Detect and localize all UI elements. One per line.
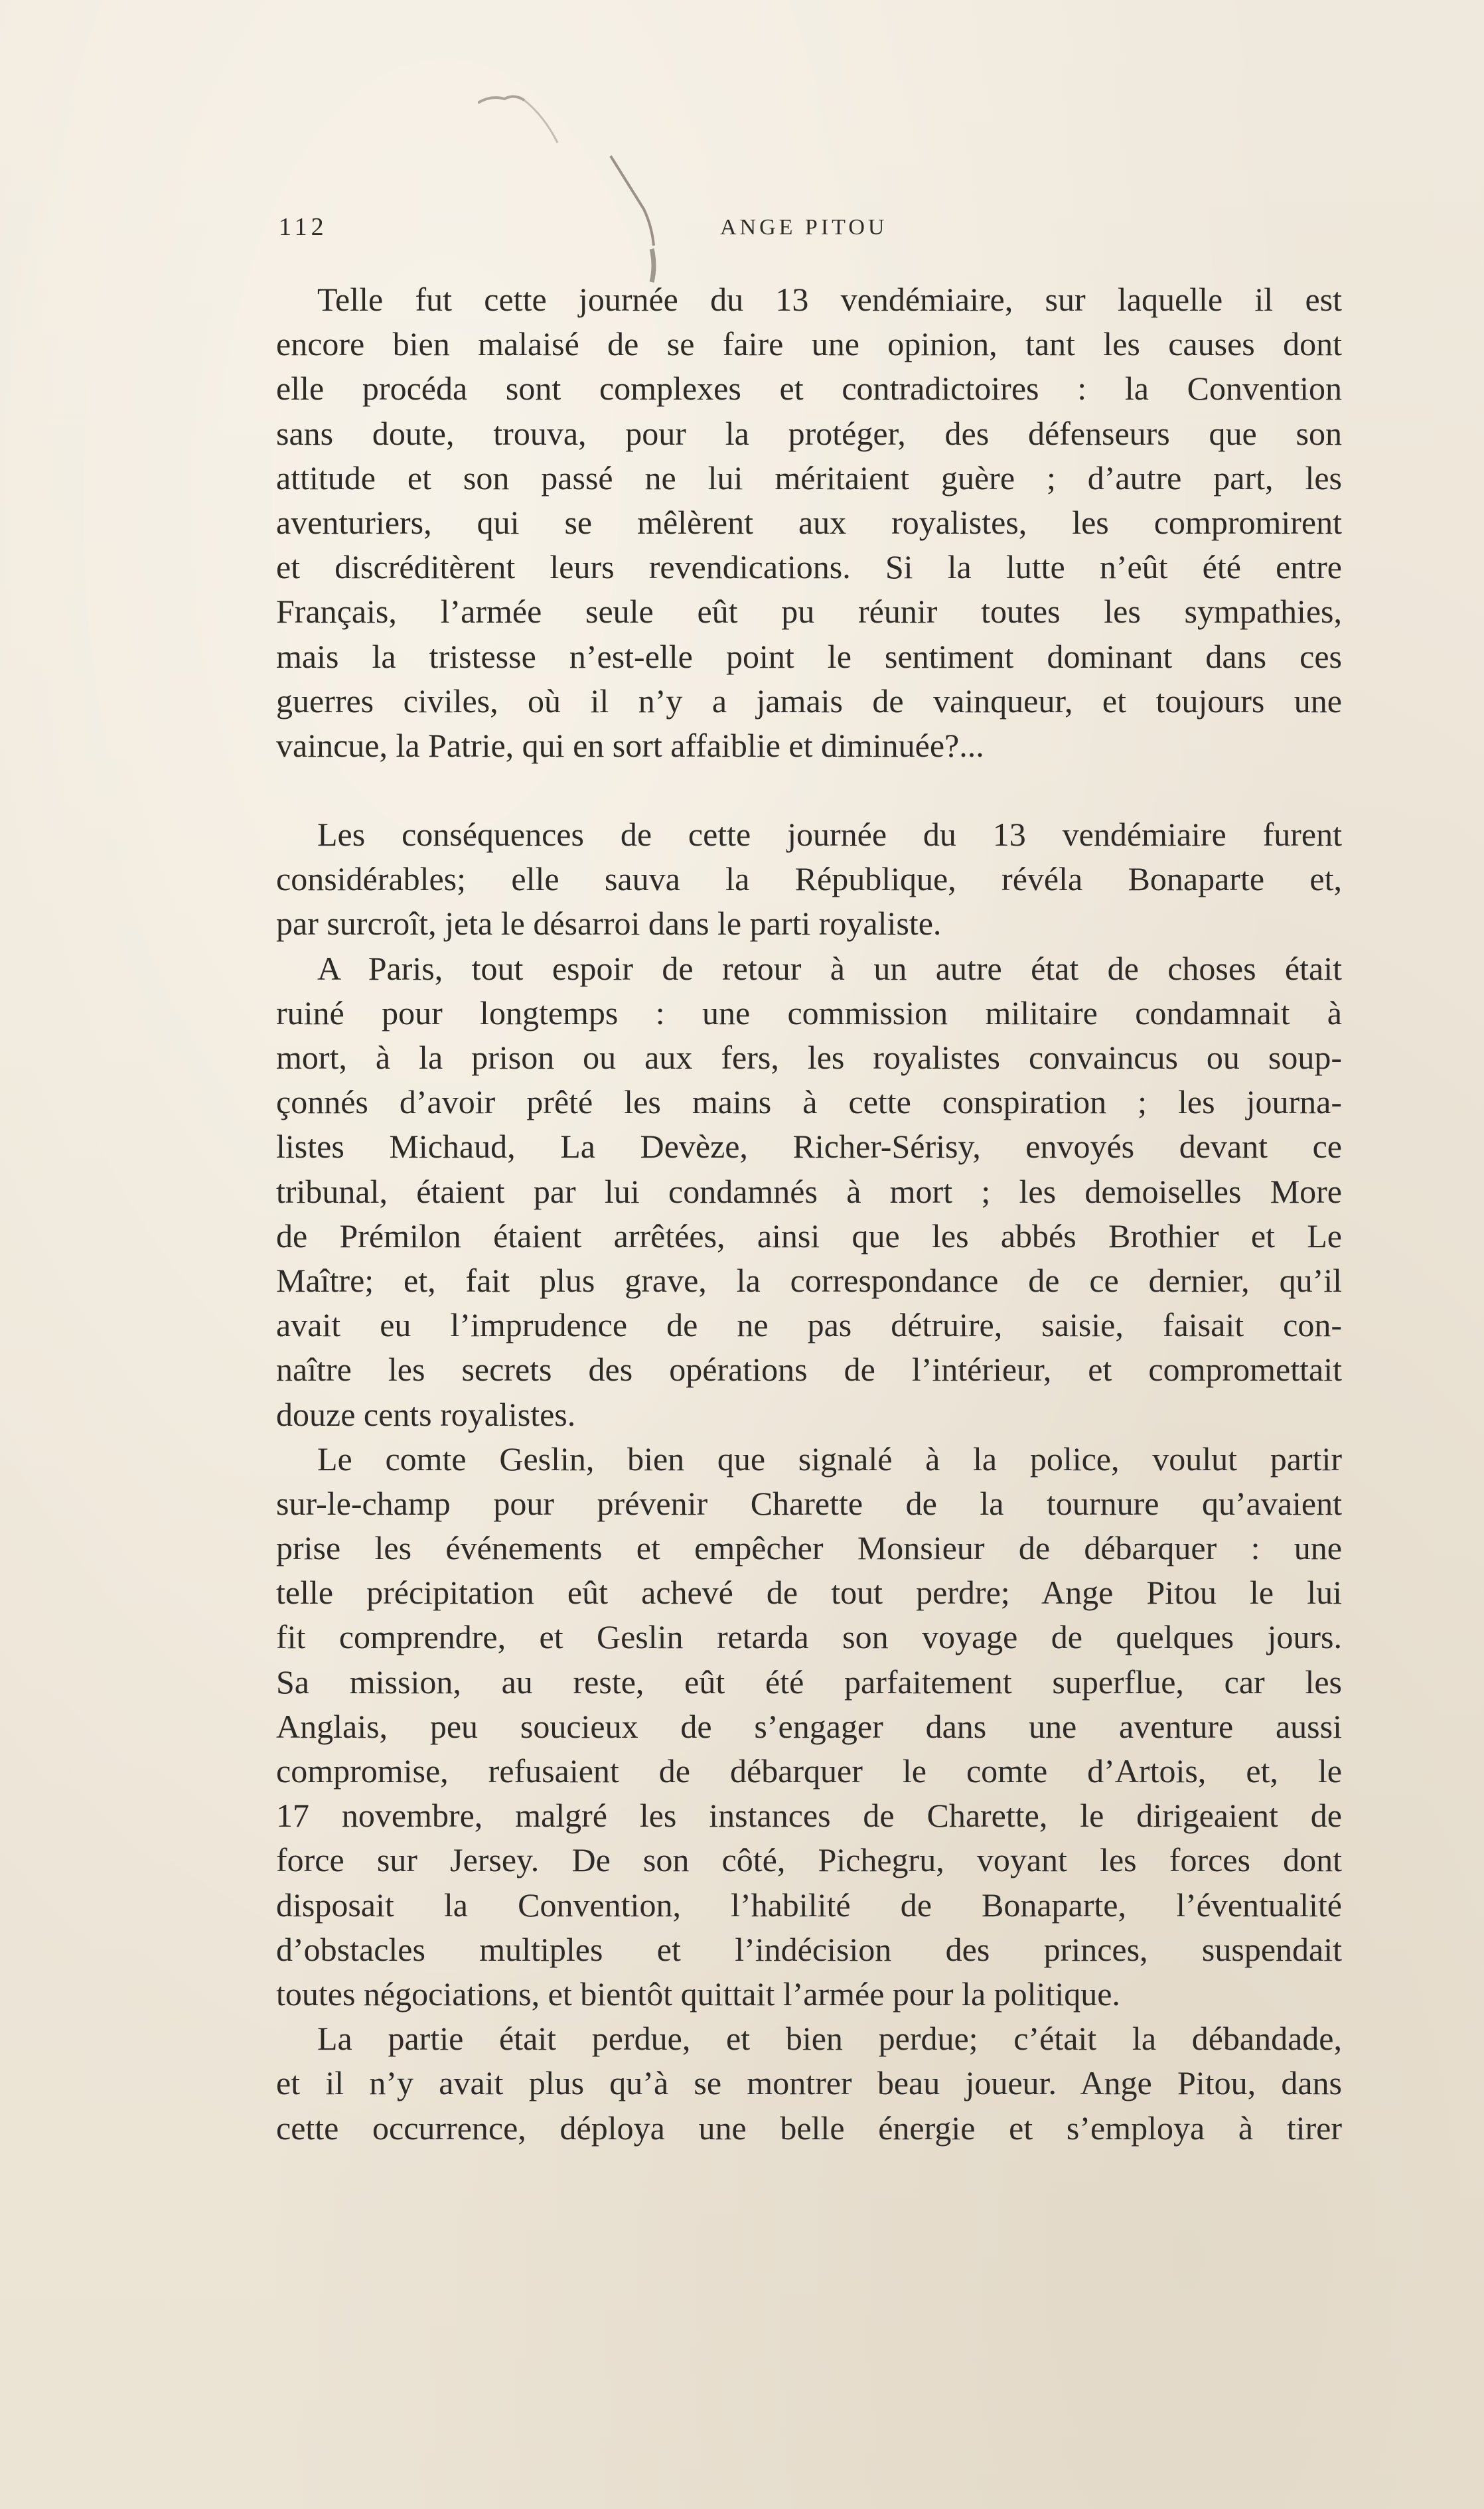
text-line: Telle fut cette journée du 13 vendémiaire, sur laquelle il est — [317, 281, 1342, 318]
text-line: A Paris, tout espoir de retour à un autre état de choses était — [317, 949, 1342, 987]
text-line: considérables; elle sauva la République, révéla Bonaparte et, — [276, 860, 1342, 898]
text-line: naître les secrets des opérations de l’intérieur, et compromettait — [276, 1351, 1342, 1389]
text-line: disposait la Convention, l’habilité de Bonaparte, l’éventualité — [276, 1886, 1342, 1924]
text-line: ruiné pour longtemps : une commission militaire condamnait à — [276, 994, 1342, 1031]
page-number: 112 — [279, 213, 328, 241]
text-line: guerres civiles, où il n’y a jamais de vainqueur, et toujours une — [276, 682, 1342, 720]
text-line: Anglais, peu soucieux de s’engager dans une aventure aussi — [276, 1707, 1342, 1745]
paragraph — [276, 277, 1342, 768]
text-line: Français, l’armée seule eût pu réunir toutes les sympathies, — [276, 593, 1342, 631]
text-line: encore bien malaisé de se faire une opinion, tant les causes dont — [276, 325, 1342, 363]
text-line: Le comte Geslin, bien que signalé à la police, voulut partir — [317, 1440, 1342, 1478]
text-line: compromise, refusaient de débarquer le comte d’Artois, et, le — [276, 1752, 1342, 1789]
text-line: par surcroît, jeta le désarroi dans le parti royaliste. — [276, 905, 942, 943]
text-line: Les conséquences de cette journée du 13 vendémiaire furent — [317, 816, 1342, 854]
text-line: La partie était perdue, et bien perdue; c’était la débandade, — [317, 2020, 1342, 2058]
text-line: Sa mission, au reste, eût été parfaitement superflue, car les — [276, 1663, 1342, 1701]
text-line: sans doute, trouva, pour la protéger, des défenseurs que son — [276, 414, 1342, 452]
paragraph — [276, 812, 1342, 947]
body-text — [276, 277, 1342, 2151]
text-line: sur-le-champ pour prévenir Charette de la tournure qu’avaient — [276, 1484, 1342, 1522]
text-line: mais la tristesse n’est-elle point le sentiment dominant dans ces — [276, 637, 1342, 675]
text-line: 17 novembre, malgré les instances de Charette, le dirigeaient de — [276, 1797, 1342, 1835]
text-line: cette occurrence, déploya une belle énergie et s’employa à tirer — [276, 2109, 1342, 2147]
text-line: toutes négociations, et bientôt quittait l’armée pour la politique. — [276, 1975, 1120, 2013]
text-line: avait eu l’imprudence de ne pas détruire, saisie, faisait con- — [276, 1306, 1342, 1344]
section-break — [276, 768, 1342, 812]
text-line: fit comprendre, et Geslin retarda son voyage de quelques jours. — [276, 1618, 1342, 1656]
text-line: attitude et son passé ne lui méritaient guère ; d’autre part, les — [276, 459, 1342, 496]
text-line: telle précipitation eût achevé de tout perdre; Ange Pitou le lui — [276, 1574, 1342, 1612]
paragraph — [276, 1437, 1342, 2016]
text-line: vaincue, la Patrie, qui en sort affaiblie et diminuée?... — [276, 726, 984, 764]
text-line: Maître; et, fait plus grave, la correspondance de ce dernier, qu’il — [276, 1261, 1342, 1299]
text-line: de Prémilon étaient arrêtées, ainsi que les abbés Brothier et Le — [276, 1217, 1342, 1254]
text-line: force sur Jersey. De son côté, Pichegru, voyant les forces dont — [276, 1841, 1342, 1879]
text-line: elle procéda sont complexes et contradictoires : la Convention — [276, 370, 1342, 408]
paragraph — [276, 947, 1342, 1437]
running-title: ANGE PITOU — [720, 215, 888, 240]
text-line: et discréditèrent leurs revendications. Si la lutte n’eût été entre — [276, 548, 1342, 586]
text-line: listes Michaud, La Devèze, Richer-Sérisy, envoyés devant ce — [276, 1128, 1342, 1166]
text-line: d’obstacles multiples et l’indécision des princes, suspendait — [276, 1930, 1342, 1968]
text-line: prise les événements et empêcher Monsieur de débarquer : une — [276, 1529, 1342, 1567]
text-line: et il n’y avait plus qu’à se montrer beau joueur. Ange Pitou, dans — [276, 2064, 1342, 2102]
ink-stain-mark — [478, 90, 677, 302]
text-line: çonnés d’avoir prêté les mains à cette conspiration ; les journa- — [276, 1083, 1342, 1121]
text-line: aventuriers, qui se mêlèrent aux royalistes, les compromirent — [276, 503, 1342, 541]
page-header — [279, 212, 1341, 252]
text-line: mort, à la prison ou aux fers, les royalistes convaincus ou soup- — [276, 1039, 1342, 1076]
text-line: tribunal, étaient par lui condamnés à mort ; les demoiselles More — [276, 1172, 1342, 1210]
text-line: douze cents royalistes. — [276, 1395, 576, 1433]
paragraph — [276, 2016, 1342, 2151]
